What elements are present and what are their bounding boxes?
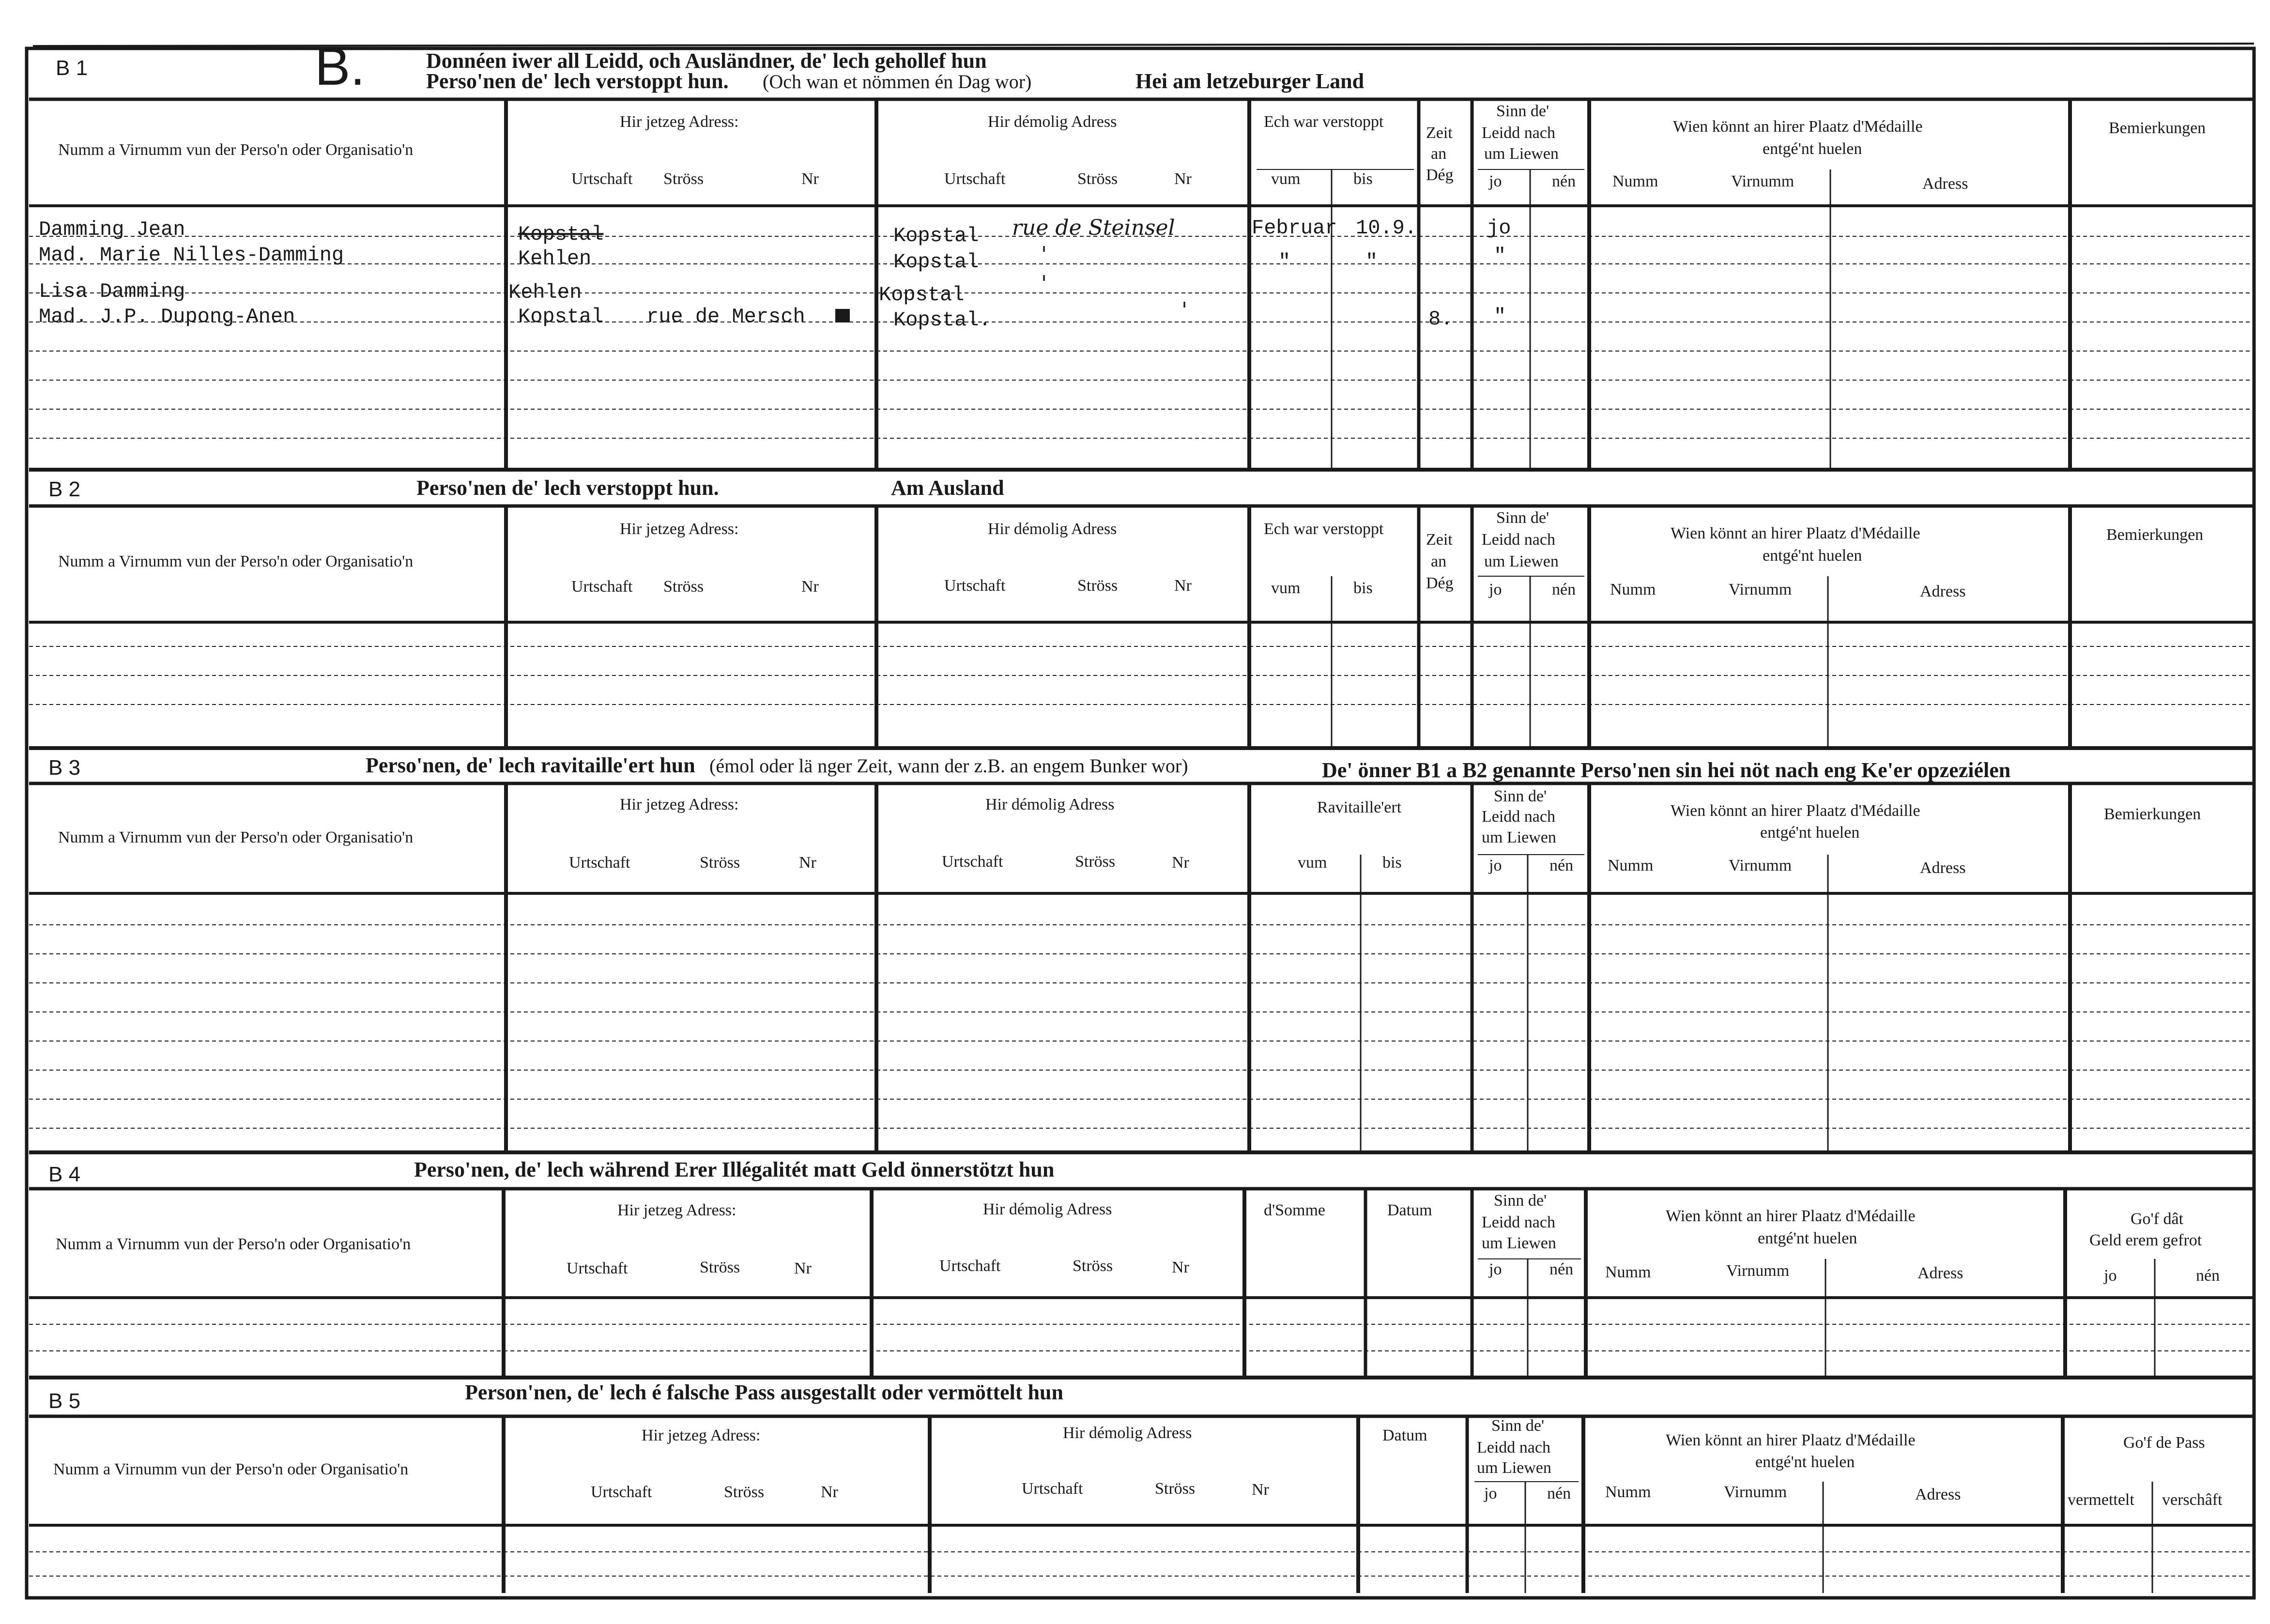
b1-former-street-header: Ströss — [1077, 170, 1118, 188]
b2-from-header: vum — [1271, 579, 1301, 597]
b5-medal-name-header: Numm — [1605, 1483, 1651, 1501]
b1-row1-former-street: rue de Steinsel — [1012, 215, 1175, 240]
b2-medal-firstname-header: Virnumm — [1729, 581, 1792, 598]
b5-provided-header: verschâft — [2162, 1491, 2223, 1509]
b4-name-col-header: Numm a Virnumm vun der Perso'n oder Organisatio'n — [56, 1235, 411, 1253]
b3-alive-header-1: Sinn de' — [1494, 787, 1547, 805]
b3-former-street-header: Ströss — [1075, 853, 1116, 871]
b5-no-header: nén — [1547, 1485, 1571, 1502]
b4-repaid-header-2: Geld erem gefrot — [2089, 1231, 2202, 1249]
b3-section-code: B 3 — [48, 756, 81, 780]
b2-yes-header: jo — [1489, 581, 1502, 598]
b3-to-header: bis — [1382, 854, 1402, 872]
b4-yes-header: jo — [1489, 1260, 1502, 1278]
b3-medal-firstname-header: Virnumm — [1729, 857, 1792, 874]
b1-former-town-header: Urtschaft — [944, 170, 1006, 188]
b1-to-header: bis — [1353, 170, 1373, 188]
b5-medal-firstname-header: Virnumm — [1724, 1483, 1787, 1501]
b3-former-town-header: Urtschaft — [942, 853, 1003, 871]
b5-pass-header: Go'f de Pass — [2123, 1434, 2205, 1452]
b2-no-header: nén — [1552, 581, 1576, 598]
b4-current-nr-header: Nr — [794, 1259, 812, 1277]
b1-alive-header-3: um Liewen — [1484, 145, 1559, 163]
b4-former-town-header: Urtschaft — [939, 1257, 1001, 1275]
b4-repaid-header-1: Go'f dât — [2131, 1210, 2184, 1228]
b2-former-street-header: Ströss — [1077, 577, 1118, 595]
b1-former-nr-header: Nr — [1174, 170, 1192, 188]
b3-title-note: (émol oder lä nger Zeit, wann der z.B. an engem Bunker wor) — [709, 755, 1188, 777]
b5-mediated-header: vermettelt — [2068, 1491, 2134, 1509]
b4-section-code: B 4 — [48, 1163, 81, 1186]
b3-remarks-header: Bemierkungen — [2104, 805, 2201, 823]
b4-former-address-header: Hir démolig Adress — [983, 1200, 1112, 1218]
b1-section-code: B 1 — [56, 56, 88, 80]
b2-former-address-header: Hir démolig Adress — [988, 520, 1117, 538]
b1-title-location: Hei am letzeburger Land — [1135, 69, 1365, 93]
b5-section-code: B 5 — [48, 1389, 81, 1413]
b1-medal-address-header: Adress — [1922, 175, 1968, 193]
b3-former-address-header: Hir démolig Adress — [985, 796, 1115, 813]
b2-alive-header-1: Sinn de' — [1496, 509, 1549, 527]
b5-name-col-header: Numm a Virnumm vun der Perso'n oder Organisatio'n — [53, 1460, 409, 1478]
b2-hidden-header: Ech war verstoppt — [1264, 520, 1384, 538]
b2-days-header-2: an — [1431, 552, 1447, 570]
b5-title: Person'nen, de' lech é falsche Pass ausgestallt oder vermöttelt hun — [465, 1380, 1063, 1404]
b1-alive-header-2: Leidd nach — [1482, 124, 1555, 142]
b1-hidden-header: Ech war verstoppt — [1264, 113, 1384, 131]
b1-title-line1: Donnéen iwer all Leidd, och Ausländner, de' lech gehollef hun — [426, 49, 987, 73]
b1-medal-firstname-header: Virnumm — [1731, 172, 1795, 190]
b1-row1-to: 10.9. — [1356, 216, 1417, 240]
b5-alive-header-1: Sinn de' — [1491, 1417, 1545, 1435]
b4-no-header: nén — [1549, 1260, 1574, 1278]
b2-title: Perso'nen de' lech verstoppt hun. — [416, 476, 719, 500]
b3-former-nr-header: Nr — [1172, 854, 1189, 872]
b3-current-street-header: Ströss — [700, 854, 740, 872]
b2-name-col-header: Numm a Virnumm vun der Perso'n oder Organisatio'n — [58, 552, 414, 570]
b3-no-header: nén — [1549, 857, 1574, 874]
b2-current-address-header: Hir jetzeg Adress: — [620, 520, 739, 538]
b2-medal-name-header: Numm — [1610, 581, 1656, 598]
b1-row4-alive-yes: " — [1494, 305, 1506, 328]
b3-from-header: vum — [1298, 854, 1327, 872]
b1-row4-current-town: Kopstal — [518, 305, 604, 328]
b4-medal-firstname-header: Virnumm — [1726, 1262, 1790, 1280]
b5-alive-header-2: Leidd nach — [1477, 1439, 1550, 1456]
b1-row2-to: " — [1365, 250, 1378, 274]
b1-medal-header-2: entgé'nt huelen — [1763, 140, 1862, 158]
b2-days-header-3: Dég — [1426, 574, 1454, 592]
b3-current-town-header: Urtschaft — [569, 854, 630, 872]
b4-date-header: Datum — [1387, 1201, 1432, 1219]
b2-medal-header-2: entgé'nt huelen — [1763, 547, 1862, 565]
b1-title-note: (Och wan et nömmen én Dag wor) — [763, 71, 1032, 92]
b3-alive-header-3: um Liewen — [1482, 828, 1556, 846]
b4-medal-header-1: Wien könnt an hirer Plaatz d'Médaille — [1666, 1207, 1916, 1225]
b3-title-extra: De' önner B1 a B2 genannte Perso'nen sin hei nöt nach eng Ke'er opzeziélen — [1322, 758, 2011, 782]
b5-current-nr-header: Nr — [821, 1483, 838, 1501]
b1-alive-header-1: Sinn de' — [1496, 102, 1549, 120]
b4-title: Perso'nen, de' lech während Erer Illégalitét matt Geld önnerstötzt hun — [414, 1158, 1055, 1181]
outer-frame — [27, 48, 2254, 1598]
b4-current-street-header: Ströss — [700, 1258, 740, 1276]
b5-medal-address-header: Adress — [1915, 1486, 1961, 1503]
b1-remarks-header: Bemierkungen — [2109, 119, 2206, 137]
b1-from-header: vum — [1271, 170, 1301, 188]
b4-current-town-header: Urtschaft — [567, 1259, 628, 1277]
b2-days-header-1: Zeit — [1426, 531, 1453, 549]
b3-name-col-header: Numm a Virnumm vun der Perso'n oder Organisatio'n — [58, 828, 414, 846]
b1-row1-name: Damming Jean — [39, 218, 185, 241]
b3-current-nr-header: Nr — [799, 854, 816, 872]
b1-row2-current-town: Kehlen — [518, 247, 592, 270]
b1-days-header-2: an — [1431, 145, 1447, 163]
b3-medal-header-2: entgé'nt huelen — [1760, 824, 1860, 842]
b1-row3-former-street: ' — [1041, 271, 1047, 296]
b4-former-street-header: Ströss — [1073, 1257, 1113, 1275]
b1-row1-from: Februar — [1252, 216, 1337, 240]
b2-current-nr-header: Nr — [801, 578, 819, 596]
b1-current-nr-header: Nr — [801, 170, 819, 188]
b4-repaid-no-header: nén — [2196, 1267, 2220, 1285]
b1-row2-from: " — [1278, 250, 1291, 274]
b4-alive-header-3: um Liewen — [1482, 1234, 1556, 1252]
b1-name-col-header: Numm a Virnumm vun der Perso'n oder Organisatio'n — [58, 141, 414, 159]
b5-yes-header: jo — [1484, 1485, 1497, 1502]
b1-row4-former-street: ' — [1181, 298, 1188, 322]
b1-row3-former-town: Kopstal — [879, 283, 965, 306]
b1-medal-header-1: Wien könnt an hirer Plaatz d'Médaille — [1673, 118, 1923, 136]
b1-row4-former-town: Kopstal. — [893, 308, 991, 332]
b2-former-nr-header: Nr — [1174, 577, 1192, 595]
b4-alive-header-2: Leidd nach — [1482, 1213, 1555, 1231]
b5-alive-header-3: um Liewen — [1477, 1459, 1551, 1477]
b4-former-nr-header: Nr — [1172, 1258, 1189, 1276]
b4-medal-name-header: Numm — [1605, 1263, 1651, 1281]
b5-current-address-header: Hir jetzeg Adress: — [642, 1426, 761, 1444]
b3-current-address-header: Hir jetzeg Adress: — [620, 796, 739, 813]
b3-medal-header-1: Wien könnt an hirer Plaatz d'Médaille — [1671, 802, 1920, 820]
b1-row2-former-street: ' — [1041, 242, 1047, 267]
b1-current-address-header: Hir jetzeg Adress: — [620, 113, 739, 131]
b1-no-header: nén — [1552, 172, 1576, 190]
b5-medal-header-2: entgé'nt huelen — [1755, 1453, 1855, 1471]
b2-former-town-header: Urtschaft — [944, 577, 1006, 595]
b1-row2-alive-yes: " — [1494, 245, 1506, 268]
b5-current-street-header: Ströss — [724, 1483, 765, 1501]
b1-days-header-1: Zeit — [1426, 124, 1453, 142]
b1-row4-name: Mad. J.P. Dupong-Anen — [39, 305, 295, 328]
b2-alive-header-2: Leidd nach — [1482, 531, 1555, 549]
b3-medal-address-header: Adress — [1920, 859, 1966, 877]
b5-former-nr-header: Nr — [1252, 1481, 1269, 1499]
b4-medal-address-header: Adress — [1917, 1264, 1963, 1282]
b1-row4-days: 8. — [1428, 307, 1453, 331]
b4-repaid-yes-header: jo — [2104, 1267, 2117, 1285]
b1-title-line2: Perso'nen de' lech verstoppt hun. — [426, 69, 729, 93]
b1-days-header-3: Dég — [1426, 166, 1454, 184]
b1-current-street-header: Ströss — [663, 170, 704, 188]
b2-section-code: B 2 — [48, 477, 81, 501]
b5-date-header: Datum — [1382, 1426, 1427, 1444]
b5-former-address-header: Hir démolig Adress — [1063, 1424, 1192, 1442]
b3-yes-header: jo — [1489, 857, 1502, 874]
b4-amount-header: d'Somme — [1264, 1201, 1326, 1219]
b1-row1-alive-yes: jo — [1487, 216, 1511, 240]
b1-section-letter: B. — [315, 37, 365, 96]
b1-row2-former-town: Kopstal — [893, 250, 979, 274]
b2-current-street-header: Ströss — [663, 578, 704, 596]
b4-medal-header-2: entgé'nt huelen — [1758, 1229, 1857, 1247]
b1-former-address-header: Hir démolig Adress — [988, 113, 1117, 131]
b3-title: Perso'nen, de' lech ravitaille'ert hun — [366, 753, 695, 777]
b1-medal-name-header: Numm — [1612, 172, 1658, 190]
b3-supplied-header: Ravitaille'ert — [1317, 798, 1402, 816]
b1-row1-current-town: Kopstal — [518, 223, 604, 246]
b2-title-location: Am Ausland — [891, 476, 1004, 500]
b3-medal-name-header: Numm — [1608, 857, 1654, 874]
b1-row3-name: Lisa Damming — [39, 280, 185, 303]
b2-to-header: bis — [1353, 579, 1373, 597]
b4-current-address-header: Hir jetzeg Adress: — [617, 1201, 736, 1219]
b4-alive-header-1: Sinn de' — [1494, 1192, 1547, 1210]
b1-current-town-header: Urtschaft — [571, 170, 633, 188]
b5-former-street-header: Ströss — [1155, 1480, 1196, 1498]
b1-row3-current-town: Kehlen — [508, 281, 582, 304]
b5-former-town-header: Urtschaft — [1022, 1480, 1083, 1498]
b1-row1-former-town: Kopstal — [893, 224, 979, 247]
b1-yes-header: jo — [1489, 172, 1502, 190]
b1-row4-current-street: rue de Mersch — [646, 305, 805, 328]
b2-remarks-header: Bemierkungen — [2106, 526, 2204, 544]
b2-current-town-header: Urtschaft — [571, 578, 633, 596]
b1-row2-name: Mad. Marie Nilles-Damming — [39, 244, 344, 267]
b2-alive-header-3: um Liewen — [1484, 552, 1559, 570]
b2-medal-header-1: Wien könnt an hirer Plaatz d'Médaille — [1671, 524, 1920, 542]
b5-current-town-header: Urtschaft — [591, 1483, 652, 1501]
b1-row4-blot-mark — [835, 309, 850, 322]
b3-alive-header-2: Leidd nach — [1482, 808, 1555, 826]
b2-medal-address-header: Adress — [1920, 582, 1966, 600]
b5-medal-header-1: Wien könnt an hirer Plaatz d'Médaille — [1666, 1431, 1916, 1449]
